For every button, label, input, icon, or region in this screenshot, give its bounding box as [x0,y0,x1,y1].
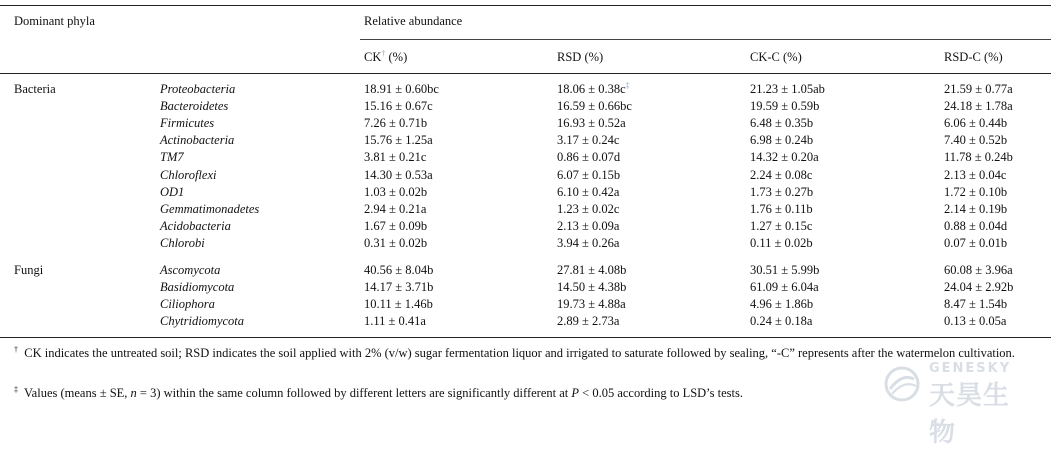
column-header-ck-c: CK-C (%) [750,50,802,64]
phylum-name: Proteobacteria [160,82,236,96]
phylum-name: Actinobacteria [160,133,235,147]
abundance-cell: 16.93 ± 0.52a [557,116,626,130]
footnote-ddagger [14,385,1034,402]
abundance-cell: 61.09 ± 6.04a [750,280,819,294]
abundance-cell: 0.88 ± 0.04d [944,219,1008,233]
dagger-footnote-marker[interactable]: † [381,48,386,58]
abundance-cell: 0.13 ± 0.05a [944,314,1007,328]
abundance-cell: 0.86 ± 0.07d [557,150,621,164]
header-bottom-rule [0,73,1051,74]
phylum-name: Chytridiomycota [160,314,245,328]
abundance-cell: 1.73 ± 0.27b [750,185,814,199]
group-label-bacteria: Bacteria [14,82,56,96]
ddagger-footnote-marker[interactable]: ‡ [625,80,630,90]
footnote-dagger-text: CK indicates the untreated soil; RSD indicates the soil applied with 2% (v/w) sugar fermentation liquor and irrigated to saturate followed by sealing, “-C” represents after the watermelon cultivation. [24,346,1015,360]
abundance-cell: 24.04 ± 2.92b [944,280,1014,294]
watermark-en: GENESKY [929,361,1012,376]
genesky-watermark [883,361,1033,448]
abundance-cell: 14.32 ± 0.20a [750,150,819,164]
abundance-cell: 18.91 ± 0.60bc [364,82,439,96]
abundance-cell: 15.76 ± 1.25a [364,133,433,147]
abundance-cell: 18.06 ± 0.38c‡ [557,80,630,96]
group-label-fungi: Fungi [14,263,44,277]
abundance-cell: 0.07 ± 0.01b [944,236,1008,250]
abundance-cell: 7.40 ± 0.52b [944,133,1008,147]
phylum-name: TM7 [160,150,184,164]
abundance-cell: 1.27 ± 0.15c [750,219,813,233]
abundance-cell: 2.94 ± 0.21a [364,202,427,216]
abundance-cell: 6.10 ± 0.42a [557,185,620,199]
dominant-phyla-header: Dominant phyla [14,14,95,28]
phylum-name: Ciliophora [160,297,215,311]
abundance-cell: 6.98 ± 0.24b [750,133,814,147]
footnote-ddagger-text-b: = 3) within the same column followed by different letters are significantly different at [136,386,572,400]
abundance-cell: 60.08 ± 3.96a [944,263,1013,277]
abundance-cell: 19.73 ± 4.88a [557,297,626,311]
footnote-p-symbol: P [571,386,580,400]
abundance-cell: 3.94 ± 0.26a [557,236,620,250]
abundance-cell: 16.59 ± 0.66bc [557,99,632,113]
phylum-name: Bacteroidetes [160,99,229,113]
abundance-cell: 0.24 ± 0.18a [750,314,813,328]
abundance-cell: 21.59 ± 0.77a [944,82,1013,96]
abundance-cell: 2.13 ± 0.09a [557,219,620,233]
phylum-name: Basidiomycota [160,280,235,294]
footnote-ddagger-text-a: Values (means ± SE, [24,386,131,400]
abundance-cell: 6.06 ± 0.44b [944,116,1008,130]
footnote-ddagger-text-c: < 0.05 according to LSD’s tests. [579,386,743,400]
abundance-cell: 15.16 ± 0.67c [364,99,433,113]
abundance-cell: 0.31 ± 0.02b [364,236,428,250]
phylum-name: Acidobacteria [160,219,231,233]
footnote-n-symbol: n [130,386,137,400]
column-header-rsd-c: RSD-C (%) [944,50,1003,64]
abundance-cell: 1.23 ± 0.02c [557,202,620,216]
relative-abundance-header: Relative abundance [364,14,463,28]
phylum-name: OD1 [160,185,185,199]
abundance-cell: 1.76 ± 0.11b [750,202,813,216]
abundance-cell: 2.14 ± 0.19b [944,202,1008,216]
column-header-ck [364,50,407,65]
column-header-ck-label: CK [364,50,382,64]
phylum-name: Chlorobi [160,236,205,250]
phylum-name: Chloroflexi [160,168,217,182]
abundance-cell: 3.81 ± 0.21c [364,150,427,164]
abundance-cell: 14.30 ± 0.53a [364,168,433,182]
abundance-cell: 21.23 ± 1.05ab [750,82,825,96]
abundance-cell: 1.67 ± 0.09b [364,219,428,233]
abundance-cell: 1.03 ± 0.02b [364,185,428,199]
column-header-rsd: RSD (%) [557,50,604,64]
phylum-name: Firmicutes [160,116,215,130]
abundance-cell: 2.13 ± 0.04c [944,168,1007,182]
abundance-cell: 30.51 ± 5.99b [750,263,820,277]
abundance-cell: 0.11 ± 0.02b [750,236,813,250]
abundance-cell: 3.17 ± 0.24c [557,133,620,147]
abundance-cell: 6.48 ± 0.35b [750,116,814,130]
abundance-cell: 1.11 ± 0.41a [364,314,426,328]
abundance-cell: 10.11 ± 1.46b [364,297,433,311]
abundance-cell: 24.18 ± 1.78a [944,99,1013,113]
abundance-cell: 2.24 ± 0.08c [750,168,813,182]
genesky-logo-icon [883,365,921,403]
footnote-ddagger-mark: ‡ [14,384,18,394]
abundance-cell: 8.47 ± 1.54b [944,297,1008,311]
table-top-rule [0,5,1051,6]
footnote-dagger [14,345,1034,362]
abundance-cell: 6.07 ± 0.15b [557,168,621,182]
phylum-name: Ascomycota [160,263,221,277]
abundance-cell: 19.59 ± 0.59b [750,99,820,113]
abundance-cell: 11.78 ± 0.24b [944,150,1013,164]
abundance-cell: 4.96 ± 1.86b [750,297,814,311]
column-header-ck-unit: (%) [385,50,408,64]
abundance-cell: 40.56 ± 8.04b [364,263,434,277]
abundance-cell: 2.89 ± 2.73a [557,314,620,328]
abundance-cell: 14.50 ± 4.38b [557,280,627,294]
header-span-rule [360,39,1051,40]
abundance-cell: 27.81 ± 4.08b [557,263,627,277]
table-bottom-rule [0,337,1051,338]
abundance-cell: 14.17 ± 3.71b [364,280,434,294]
phylum-name: Gemmatimonadetes [160,202,260,216]
abundance-cell: 7.26 ± 0.71b [364,116,428,130]
watermark-cn: 天昊生物 [929,381,1011,448]
footnote-dagger-mark: † [14,344,18,354]
abundance-cell: 1.72 ± 0.10b [944,185,1008,199]
